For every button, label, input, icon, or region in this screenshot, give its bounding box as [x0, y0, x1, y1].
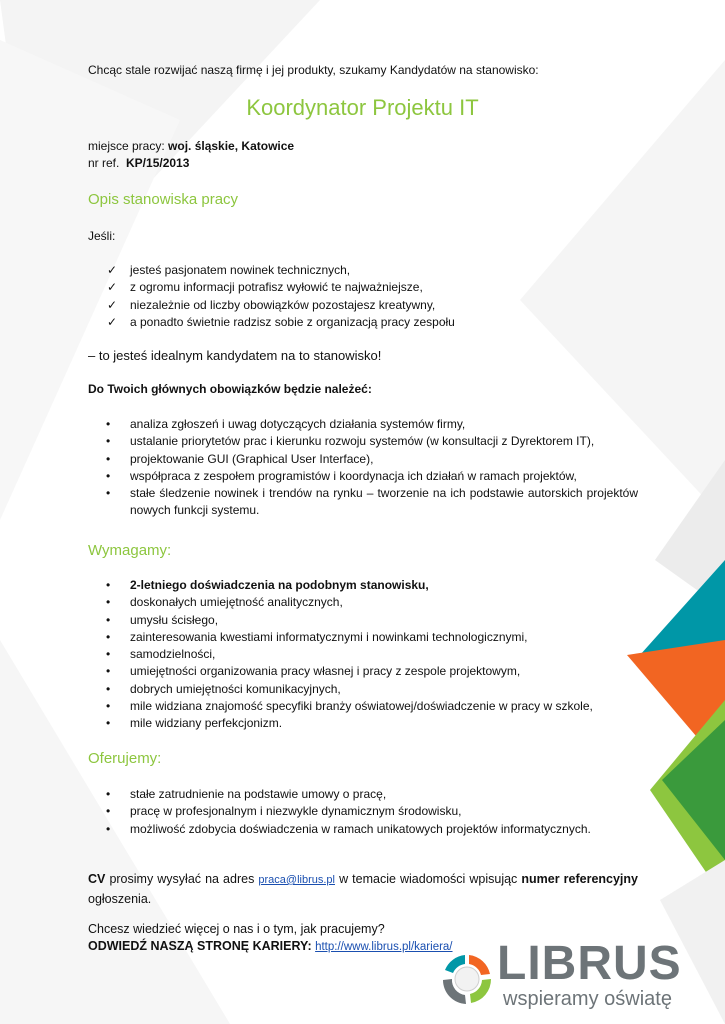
- checklist: [0, 262, 638, 331]
- bullet-icon: •: [106, 451, 111, 466]
- logo-mark-icon: [435, 946, 499, 1010]
- checklist-item: ✓ jesteś pasjonatem nowinek technicznych,: [0, 262, 638, 279]
- workplace-value: woj. śląskie, Katowice: [168, 139, 295, 153]
- checkmark-icon: ✓: [107, 297, 118, 312]
- bullet-icon: •: [106, 804, 111, 819]
- reference-label: nr ref.: [88, 156, 127, 170]
- logo-wordmark: LIBRUS: [497, 937, 682, 990]
- list-item: • współpraca z zespołem programistów i koordynacja ich działań w ramach projektów,: [0, 468, 638, 485]
- bullet-icon: •: [106, 595, 111, 610]
- career-page-line: [88, 938, 453, 956]
- bullet-icon: •: [106, 821, 111, 836]
- bullet-icon: •: [106, 664, 111, 679]
- list-item: • doskonałych umiejętność analitycznych,: [0, 594, 638, 611]
- list-item: • pracę w profesjonalnym i niezwykle dynamicznym środowisku,: [0, 803, 638, 820]
- bullet-icon: •: [106, 434, 111, 449]
- logo-tagline: wspieramy oświatę: [503, 988, 672, 1010]
- checkmark-icon: ✓: [107, 280, 118, 295]
- question-text: Chcesz wiedzieć więcej o nas i o tym, jak pracujemy?: [88, 922, 385, 936]
- list-item: • 2-letniego doświadczenia na podobnym stanowisku,: [0, 577, 638, 594]
- list-item: • umiejętności organizowania pracy własnej i pracy z zespole projektowym,: [0, 663, 638, 680]
- workplace-label: miejsce pracy:: [88, 139, 169, 153]
- checklist-item: ✓ a ponadto świetnie radzisz sobie z organizacją pracy zespołu: [0, 314, 638, 331]
- section-heading-offers: Oferujemy:: [88, 750, 162, 767]
- bullet-icon: •: [106, 612, 111, 627]
- section-heading-requirements: Wymagamy:: [88, 542, 172, 559]
- checkmark-icon: ✓: [107, 263, 118, 277]
- career-page-label: ODWIEDŹ NASZĄ STRONĘ KARIERY:: [88, 939, 316, 953]
- reference-line: [88, 155, 189, 172]
- email-link[interactable]: praca@librus.pl: [258, 874, 335, 886]
- checkmark-icon: ✓: [107, 314, 118, 329]
- bullet-icon: •: [106, 486, 111, 501]
- career-page-link[interactable]: http://www.librus.pl/kariera/: [315, 941, 453, 953]
- bullet-icon: •: [106, 787, 111, 801]
- bullet-icon: •: [106, 578, 111, 592]
- checklist-item: ✓ z ogromu informacji potrafisz wyłowić te najważniejsze,: [0, 279, 638, 296]
- list-item: • możliwość zdobycia doświadczenia w ramach unikatowych projektów informatycznych.: [0, 821, 638, 838]
- list-item: • zainteresowania kwestiami informatycznymi i nowinkami technologicznymi,: [0, 629, 638, 646]
- list-item: • stałe śledzenie nowinek i trendów na rynku – tworzenie na ich podstawie autorskich projektów nowych funkcji systemu.: [106, 486, 638, 518]
- list-item: • samodzielności,: [0, 646, 638, 663]
- duties-list: [0, 416, 638, 520]
- section-heading-description: Opis stanowiska pracy: [88, 191, 239, 208]
- intro-text: Chcąc stale rozwijać naszą firmę i jej produkty, szukamy Kandydatów na stanowisko:: [88, 63, 539, 77]
- list-item: • umysłu ścisłego,: [0, 612, 638, 629]
- bullet-icon: •: [106, 468, 111, 483]
- workplace-line: [88, 138, 294, 155]
- bullet-icon: •: [106, 629, 111, 644]
- cv-instructions: CV prosimy wysyłać na adres praca@librus.pl w temacie wiadomości wpisując numer referencyjny ogłoszenia.: [88, 872, 638, 906]
- checklist-item: ✓ niezależnie od liczby obowiązków pozostajesz kreatywny,: [0, 297, 638, 314]
- reference-value: KP/15/2013: [126, 156, 190, 170]
- bullet-icon: •: [106, 699, 111, 714]
- offers-list: [0, 786, 638, 838]
- list-item: • mile widziana znajomość specyfiki branży oświatowej/doświadczenie w pracy w szkole,: [0, 698, 638, 715]
- list-item: • mile widziany perfekcjonizm.: [0, 715, 638, 732]
- job-title: Koordynator Projektu IT: [246, 95, 479, 120]
- bullet-icon: •: [106, 716, 111, 731]
- bullet-icon: •: [106, 681, 111, 696]
- ideal-candidate-text: – to jesteś idealnym kandydatem na to stanowisko!: [88, 348, 382, 363]
- list-item: • ustalanie priorytetów prac i kierunku rozwoju systemów (w konsultacji z Dyrektorem IT),: [0, 433, 638, 450]
- bullet-icon: •: [106, 417, 111, 431]
- if-label: Jeśli:: [88, 229, 116, 243]
- duties-heading: Do Twoich głównych obowiązków będzie należeć:: [88, 382, 372, 396]
- requirements-list: [0, 577, 638, 733]
- list-item: • analiza zgłoszeń i uwag dotyczących działania systemów firmy,: [0, 416, 638, 433]
- list-item: • stałe zatrudnienie na podstawie umowy o pracę,: [0, 786, 638, 803]
- librus-logo: [435, 938, 700, 1016]
- list-item: • dobrych umiejętności komunikacyjnych,: [0, 681, 638, 698]
- list-item: • projektowanie GUI (Graphical User Interface),: [0, 451, 638, 468]
- bullet-icon: •: [106, 647, 111, 662]
